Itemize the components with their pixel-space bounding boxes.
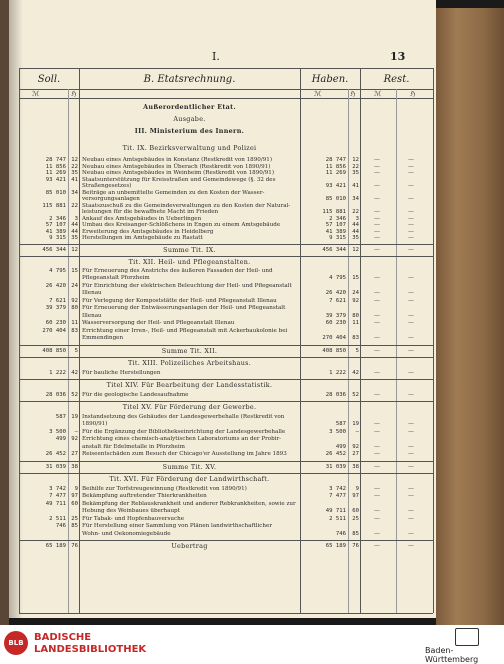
- sum-haben-pf: 76: [352, 543, 359, 549]
- row-text: Staatsunterstützung für Kreisstraßen und Gemeindewege (§. 32 des: [82, 176, 276, 183]
- soll-pf: 9: [74, 485, 78, 492]
- state-name: Baden-Württemberg: [425, 646, 479, 664]
- soll-mark: 1 222: [49, 369, 66, 376]
- rest-dash: —: [374, 346, 380, 354]
- rest-dash: —: [408, 221, 414, 228]
- row-text: Für bauliche Herstellungen: [82, 369, 161, 376]
- row-text: Pflegeanstalt Pforzheim: [82, 275, 150, 281]
- row-text: Für die geologische Landesaufnahme: [82, 391, 189, 398]
- haben-mark: 49 711: [325, 508, 346, 514]
- sum-soll-pf: 5: [74, 347, 78, 354]
- haben-pf: 25: [352, 515, 359, 522]
- column-header-haben: Haben.: [311, 74, 349, 85]
- title-ix: Tit. IX. Bezirksverwaltung und Polizei: [122, 144, 257, 152]
- haben-pf: 15: [352, 275, 359, 281]
- rest-dash: —: [374, 542, 380, 549]
- row-text: Bekämpfung der Reblauskrankheit und anderer Rebkrankheiten, sowie zur: [82, 500, 296, 507]
- haben-mark: 587: [335, 421, 346, 427]
- unit-pf: ℌ: [71, 90, 77, 98]
- rest-dash: —: [408, 214, 414, 222]
- page-number: 13: [390, 50, 406, 63]
- library-name: BADISCHE LANDESBIBLIOTHEK: [34, 632, 147, 655]
- rest-dash: —: [408, 450, 414, 457]
- soll-pf: 3: [74, 215, 78, 222]
- haben-mark: 57 107: [325, 222, 346, 228]
- soll-pf: 27: [71, 451, 78, 457]
- row-text: Bekämpfung auftretender Thierkrankheiten: [82, 493, 207, 499]
- rest-dash: —: [408, 182, 414, 189]
- haben-pf: 9: [355, 485, 359, 492]
- heading-ministry: III. Ministerium des Innern.: [134, 127, 245, 135]
- haben-mark: 1 222: [329, 369, 346, 376]
- haben-mark: 11 856: [325, 163, 346, 170]
- title-xv: Titel XV. Für Förderung der Gewerbe.: [122, 402, 257, 411]
- rest-dash: —: [408, 420, 414, 427]
- rest-dash: —: [374, 195, 380, 202]
- rest-dash: —: [408, 156, 414, 163]
- soll-mark: 11 269: [45, 170, 66, 176]
- haben-mark: 4 795: [329, 275, 346, 281]
- haben-pf: 34: [352, 196, 359, 202]
- section-marker: I.: [212, 50, 220, 63]
- rest-dash: —: [374, 427, 380, 435]
- soll-mark: 9 315: [49, 235, 66, 241]
- soll-mark: 587: [55, 413, 66, 420]
- sum-label: Summe Tit. XV.: [162, 462, 217, 471]
- rest-dash: —: [408, 334, 414, 341]
- soll-pf: 80: [71, 305, 78, 311]
- rest-dash: —: [408, 289, 414, 296]
- haben-pf: 12: [352, 157, 359, 163]
- haben-pf: 19: [352, 421, 359, 427]
- haben-pf: —: [355, 428, 359, 435]
- row-text: Beihilfe zur Torfstreugewinnung (Restkredit von 1890/91): [82, 485, 247, 492]
- haben-pf: 41: [352, 183, 359, 189]
- rest-dash: —: [408, 311, 414, 319]
- sum-soll-pf: 76: [71, 543, 78, 549]
- sum-label: Summe Tit. XII.: [161, 346, 218, 355]
- haben-pf: 83: [352, 335, 359, 341]
- soll-mark: 270 404: [42, 327, 66, 334]
- sum-label: Uebertrag: [171, 542, 208, 550]
- soll-pf: 34: [71, 189, 78, 196]
- soll-mark: 26 420: [45, 282, 66, 289]
- row-text: Für Tabak- und Hopfenbauversuche: [82, 515, 184, 522]
- rest-dash: —: [408, 208, 414, 215]
- coat-of-arms-icon: [455, 628, 479, 646]
- soll-pf: 44: [71, 222, 78, 228]
- soll-pf: 42: [71, 369, 78, 376]
- title-xiv: Titel XIV. Für Bearbeitung der Landesstatistik.: [106, 380, 273, 389]
- row-text: Errichtung eines chemisch-analytischen Laboratoriums an der Probir-: [82, 436, 282, 442]
- sum-haben-pf: 5: [355, 347, 359, 354]
- book-cover-right: [436, 8, 504, 625]
- soll-mark: 7 621: [49, 297, 66, 304]
- soll-mark: 746: [55, 523, 66, 529]
- row-text: Erweiterung des Amtsgebäudes in Heidelberg: [82, 228, 214, 235]
- haben-mark: 746: [335, 530, 346, 537]
- soll-pf: 19: [71, 413, 78, 420]
- rest-dash: —: [374, 450, 380, 457]
- row-text: Reiseentschäden zum Besuch der Chicago'er Ausstellung im Jahre 1893: [82, 451, 287, 457]
- haben-pf: 11: [352, 320, 359, 326]
- soll-mark: 39 379: [45, 305, 66, 311]
- row-text: leistungen für die bewaffnete Macht im Frieden: [82, 209, 219, 215]
- row-text: Für Erneuerung der Entwässerungsanlagen der Heil- und Pflegeanstalt: [82, 305, 286, 311]
- rest-dash: —: [374, 234, 380, 241]
- column-header-title: B. Etatsrechnung.: [143, 74, 236, 85]
- soll-mark: 41 389: [45, 228, 66, 235]
- haben-pf: 24: [352, 290, 359, 296]
- haben-pf: 52: [352, 391, 359, 398]
- haben-mark: 3 500: [329, 428, 346, 435]
- row-text: Illenau: [82, 290, 102, 296]
- haben-mark: 9 315: [329, 235, 346, 241]
- sum-haben-mark: 65 189: [325, 543, 346, 549]
- rest-dash: —: [374, 245, 380, 253]
- rest-dash: —: [374, 227, 380, 235]
- haben-mark: 3 742: [329, 485, 346, 492]
- soll-pf: 41: [71, 176, 78, 183]
- haben-mark: 28 747: [325, 157, 346, 163]
- soll-mark: 28 036: [45, 391, 66, 398]
- row-text: anstalt für Edelmetalle in Pforzheim: [82, 443, 185, 450]
- soll-pf: 35: [71, 235, 78, 241]
- soll-pf: 11: [71, 320, 78, 326]
- row-text: Straßengesetzes): [82, 183, 132, 189]
- haben-pf: 22: [352, 163, 359, 170]
- row-text: Beiträge an unbemittelte Gemeinden zu den Kosten der Wasser-: [82, 189, 265, 196]
- haben-mark: 93 421: [325, 183, 346, 189]
- row-text: Hebung des Weinbaues überhaupt: [82, 508, 180, 514]
- rest-dash: —: [374, 484, 380, 492]
- haben-mark: 41 389: [325, 228, 346, 235]
- sum-soll-mark: 408 850: [42, 347, 66, 354]
- haben-pf: 27: [352, 451, 359, 457]
- haben-pf: 44: [352, 228, 359, 235]
- row-text: Für die Ergänzung der Bibliothekseinrichtung der Landesgewerbehalle: [82, 428, 286, 435]
- haben-pf: 80: [352, 312, 359, 319]
- haben-mark: 270 404: [322, 335, 346, 341]
- rest-dash: —: [408, 492, 414, 499]
- haben-mark: 7 621: [329, 297, 346, 304]
- column-header-soll: Soll.: [37, 74, 61, 85]
- rest-dash: —: [374, 162, 380, 170]
- row-text: versorgungsanlagen: [82, 196, 140, 202]
- rest-dash: —: [408, 274, 414, 281]
- haben-pf: 97: [352, 493, 359, 499]
- row-text: Für Einrichtung der elektrischen Beleuchtung der Heil- und Pflegeanstalt: [82, 282, 292, 289]
- rest-dash: —: [408, 442, 414, 450]
- title-xii: Tit. XII. Heil- und Pflegeanstalten.: [128, 257, 251, 266]
- soll-mark: 93 421: [45, 176, 66, 183]
- soll-mark: 2 346: [49, 215, 66, 222]
- rest-dash: —: [374, 507, 380, 514]
- rest-dash: —: [408, 227, 414, 235]
- haben-pf: 35: [352, 170, 359, 176]
- rest-dash: —: [408, 245, 414, 253]
- soll-pf: 44: [71, 228, 78, 235]
- haben-pf: 92: [352, 443, 359, 450]
- haben-pf: 44: [352, 222, 359, 228]
- rest-dash: —: [408, 514, 414, 522]
- rest-dash: —: [374, 442, 380, 450]
- soll-pf: 25: [71, 515, 78, 522]
- sum-soll-mark: 31 039: [45, 463, 66, 470]
- soll-mark: 3 742: [49, 485, 66, 492]
- rest-dash: —: [374, 514, 380, 522]
- soll-mark: 3 500: [49, 428, 66, 435]
- rest-dash: —: [374, 169, 380, 176]
- row-text: Neubau eines Amtsgebäudes in Überach (Restkredit von 1890/91): [82, 163, 271, 170]
- soll-pf: 92: [71, 436, 78, 442]
- sum-soll-mark: 456 344: [42, 246, 66, 253]
- soll-pf: —: [74, 428, 78, 435]
- row-text: Herstellungen im Amtsgebäude zu Rastatt: [82, 235, 203, 241]
- row-text: Für Herstellung einer Sammlung von Plänen landwirthschaftlicher: [82, 523, 273, 529]
- haben-pf: 60: [352, 508, 359, 514]
- haben-mark: 26 420: [325, 290, 346, 296]
- row-text: Illenau: [82, 312, 102, 319]
- soll-mark: 26 452: [45, 451, 66, 457]
- soll-pf: 60: [71, 500, 78, 507]
- soll-mark: 115 881: [42, 202, 66, 209]
- rest-dash: —: [374, 311, 380, 319]
- soll-pf: 52: [71, 391, 78, 398]
- soll-pf: 97: [71, 493, 78, 499]
- sum-haben-pf: 38: [352, 463, 359, 470]
- soll-pf: 22: [71, 163, 78, 170]
- column-header-rest: Rest.: [383, 74, 410, 85]
- haben-mark: 2 346: [329, 215, 346, 222]
- rest-dash: —: [374, 390, 380, 398]
- soll-mark: 85 010: [45, 189, 66, 196]
- row-text: Neubau eines Amtsgebäudes in Konstanz (Restkredit von 1890/91): [82, 157, 273, 163]
- rest-dash: —: [374, 319, 380, 326]
- haben-pf: 3: [355, 215, 359, 222]
- sum-haben-pf: 12: [352, 246, 359, 253]
- rest-dash: —: [374, 156, 380, 163]
- soll-mark: 11 856: [45, 163, 66, 170]
- soll-pf: 15: [71, 267, 78, 274]
- rest-dash: —: [408, 346, 414, 354]
- row-text: Staatszuschuß zu die Gemeindeverwaltungen zu den Kosten der Natural-: [82, 202, 291, 209]
- row-text: Emmendingen: [82, 335, 124, 341]
- soll-pf: 22: [71, 202, 78, 209]
- unit-mark: ℳ: [314, 90, 322, 98]
- sum-soll-mark: 65 189: [45, 543, 66, 549]
- row-text: Neubau eines Amtsgebäudes in Weinheim (Restkredit von 1890/91): [82, 170, 275, 176]
- soll-pf: 92: [71, 297, 78, 304]
- rest-dash: —: [374, 182, 380, 189]
- rest-dash: —: [374, 296, 380, 304]
- haben-mark: 26 452: [325, 451, 346, 457]
- haben-pf: 92: [352, 297, 359, 304]
- haben-mark: 60 230: [325, 320, 346, 326]
- rest-dash: —: [374, 462, 380, 470]
- row-text: Wohn- und Oekonomiegebäude: [82, 530, 171, 537]
- haben-pf: 42: [352, 369, 359, 376]
- row-text: Wasserversorgung der Heil- und Pflegeanstalt Illenau: [82, 320, 235, 326]
- row-text: Für Verlegung der Kompoststätte der Heil- und Pflegeanstalt Illenau: [82, 297, 277, 304]
- soll-mark: 28 747: [45, 157, 66, 163]
- blb-logo: BLB: [4, 631, 28, 655]
- heading-ausgabe: Ausgabe.: [173, 115, 206, 123]
- rest-dash: —: [408, 195, 414, 202]
- haben-mark: 499: [335, 443, 346, 450]
- haben-mark: 28 036: [325, 391, 346, 398]
- soll-mark: 2 511: [49, 515, 66, 522]
- soll-mark: 7 477: [49, 493, 66, 499]
- soll-mark: 4 795: [49, 267, 66, 274]
- row-text: Umbau des Kreisanger-Schlößchens in Engen zu einem Amtsgebäude: [82, 222, 281, 228]
- unit-mark: ℳ: [374, 90, 382, 98]
- soll-mark: 60 230: [45, 320, 66, 326]
- row-text: Instandsetzung des Gebäudes der Landesgewerbehalle (Restkredit von: [82, 413, 285, 420]
- heading-extraordinary: Außerordentlicher Etat.: [143, 103, 236, 111]
- rest-dash: —: [408, 462, 414, 470]
- rest-dash: —: [374, 274, 380, 281]
- title-xiii: Tit. XIII. Polizeiliches Arbeitshaus.: [127, 358, 252, 367]
- rest-dash: —: [408, 427, 414, 435]
- row-text: Für Erneuerung des Anstrichs des äußeren Fassaden der Heil- und: [82, 267, 273, 274]
- rest-dash: —: [374, 492, 380, 499]
- haben-pf: 35: [352, 235, 359, 241]
- soll-mark: 49 711: [45, 500, 66, 507]
- rest-dash: —: [408, 368, 414, 376]
- rest-dash: —: [408, 507, 414, 514]
- haben-mark: 7 477: [329, 493, 346, 499]
- soll-pf: 12: [71, 157, 78, 163]
- haben-mark: 39 379: [325, 312, 346, 319]
- sum-haben-mark: 408 850: [322, 347, 346, 354]
- row-text: Ankauf des Amtsgebäudes in Ueberlingen: [82, 215, 202, 222]
- rest-dash: —: [408, 296, 414, 304]
- rest-dash: —: [408, 169, 414, 176]
- rest-dash: —: [408, 529, 414, 537]
- rest-dash: —: [374, 420, 380, 427]
- unit-pf: ℌ: [410, 90, 416, 98]
- soll-pf: 35: [71, 170, 78, 176]
- haben-mark: 11 269: [325, 170, 346, 176]
- rest-dash: —: [374, 214, 380, 222]
- soll-pf: 83: [71, 327, 78, 334]
- rest-dash: —: [374, 289, 380, 296]
- haben-mark: 85 010: [325, 196, 346, 202]
- rest-dash: —: [408, 484, 414, 492]
- soll-pf: 85: [71, 523, 78, 529]
- rest-dash: —: [374, 529, 380, 537]
- haben-pf: 85: [352, 530, 359, 537]
- rest-dash: —: [374, 368, 380, 376]
- haben-mark: 2 511: [329, 515, 346, 522]
- title-xvi: Tit. XVI. Für Förderung der Landwirthschaft.: [109, 474, 270, 483]
- sum-haben-mark: 456 344: [322, 246, 346, 253]
- sum-label: Summe Tit. IX.: [163, 245, 216, 254]
- soll-mark: 499: [55, 436, 66, 442]
- haben-pf: 22: [352, 209, 359, 215]
- unit-pf: ℌ: [350, 90, 356, 98]
- unit-mark: ℳ: [32, 90, 40, 98]
- book-cover-left: [0, 0, 9, 625]
- rest-dash: —: [408, 319, 414, 326]
- rest-dash: —: [374, 208, 380, 215]
- rest-dash: —: [374, 334, 380, 341]
- sum-haben-mark: 31 039: [325, 463, 346, 470]
- sum-soll-pf: 38: [71, 463, 78, 470]
- rest-dash: —: [408, 542, 414, 549]
- sum-soll-pf: 12: [71, 246, 78, 253]
- row-text: Errichtung einer Irren-, Heil- und Pflegeanstalt mit Ackerbaukolonie bei: [82, 327, 288, 334]
- rest-dash: —: [374, 221, 380, 228]
- rest-dash: —: [408, 390, 414, 398]
- row-text: 1890/91): [82, 421, 108, 427]
- rest-dash: —: [408, 162, 414, 170]
- soll-mark: 57 107: [45, 222, 66, 228]
- soll-pf: 24: [71, 282, 78, 289]
- haben-mark: 115 881: [322, 209, 346, 215]
- rest-dash: —: [408, 234, 414, 241]
